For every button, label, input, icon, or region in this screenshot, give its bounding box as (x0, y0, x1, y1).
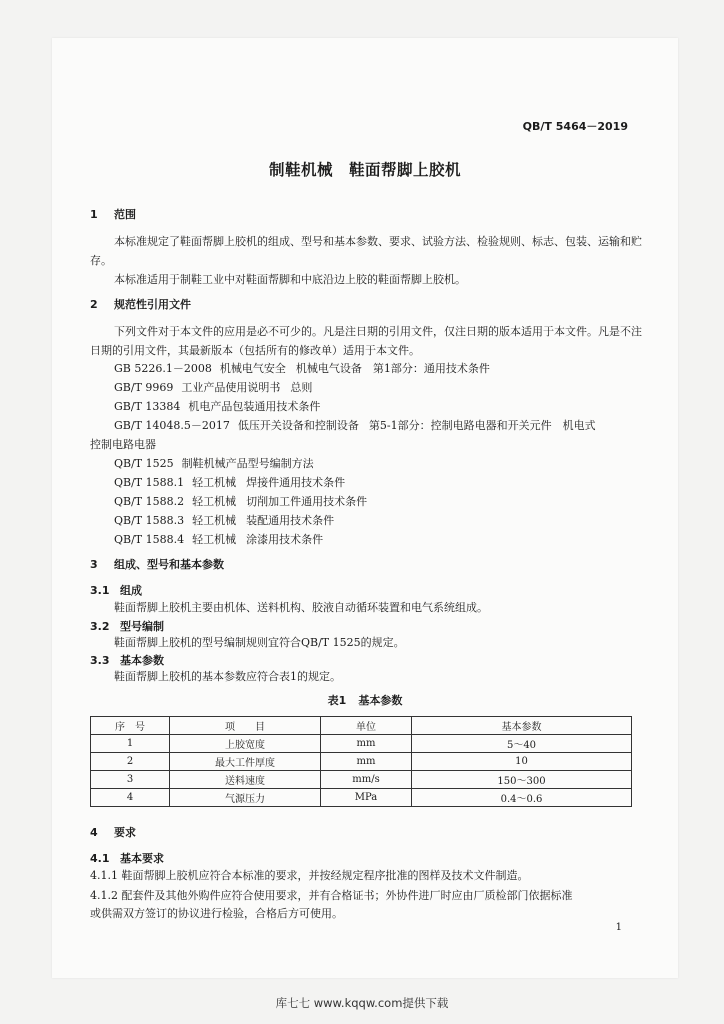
section-1-heading (90, 206, 136, 222)
reference-code: GB/T 9969 (114, 381, 174, 394)
clause-number: 4.1.1 (90, 869, 118, 882)
reference-code: GB 5226.1－2008 (114, 362, 212, 375)
reference-title: 低压开关设备和控制设备 (237, 419, 359, 432)
table-cell: 4 (91, 789, 170, 807)
reference-subtitle: 涂漆用技术条件 (246, 533, 324, 546)
subsection-number: 3.1 (90, 584, 110, 597)
table-cell: MPa (321, 789, 412, 807)
reference-subtitle: 机械电气设备 第1部分：通用技术条件 (295, 362, 490, 375)
table-cell: mm (321, 735, 412, 753)
header-cell-value: 基本参数 (412, 717, 632, 735)
reference-title: 机电产品包装通用技术条件 (188, 400, 321, 413)
subsection-title: 型号编制 (120, 620, 164, 633)
reference-item-wrap: 控制电路电器 (90, 438, 156, 451)
reference-code: QB/T 1588.3 (114, 514, 185, 527)
model-text: 鞋面帮脚上胶机的型号编制规则宜符合QB/T 1525的规定。 (114, 636, 405, 649)
standard-code: QB/T 5464－2019 (522, 120, 628, 133)
table-cell: mm/s (321, 771, 412, 789)
table-cell: 150～300 (412, 771, 632, 789)
reference-subtitle: 装配通用技术条件 (246, 514, 335, 527)
reference-code: GB/T 14048.5－2017 (114, 419, 230, 432)
reference-subtitle: 切削加工件通用技术条件 (246, 495, 368, 508)
reference-subtitle: 总则 (290, 381, 313, 394)
composition-text: 鞋面帮脚上胶机主要由机体、送料机构、胶液自动循环装置和电气系统组成。 (114, 601, 488, 614)
subsection-3-3-heading (90, 652, 164, 668)
subsection-title: 组成 (120, 584, 142, 597)
subsection-3-2-heading (90, 618, 164, 634)
document-title (52, 158, 678, 180)
table-cell: 10 (412, 753, 632, 771)
reference-subtitle: 焊接件通用技术条件 (246, 476, 346, 489)
clause-number: 4.1.2 (90, 889, 118, 902)
header-cell-unit: 单位 (321, 717, 412, 735)
document-page (52, 38, 678, 978)
reference-item (114, 398, 330, 414)
reference-item (114, 417, 596, 433)
section-4-heading (90, 824, 136, 840)
requirement-4-1-2 (90, 886, 642, 905)
scope-paragraph-1: 本标准规定了鞋面帮脚上胶机的组成、型号和基本参数、要求、试验方法、检验规则、标志、包装、运输和贮存。 (90, 235, 642, 267)
reference-item (114, 493, 367, 509)
title-part-2: 鞋面帮脚上胶机 (349, 161, 462, 179)
reference-code: QB/T 1525 (114, 457, 174, 470)
reference-item (114, 379, 312, 395)
table-cell: 2 (91, 753, 170, 771)
title-part-1: 制鞋机械 (268, 161, 333, 179)
subsection-number: 4.1 (90, 852, 110, 865)
subsection-number: 3.2 (90, 620, 110, 633)
header-cell-index: 序 号 (91, 717, 170, 735)
reference-code: QB/T 1588.4 (114, 533, 185, 546)
subsection-title: 基本参数 (120, 654, 164, 667)
section-number: 2 (90, 298, 98, 311)
clause-text-line-1: 配套件及其他外购件应符合使用要求，并有合格证书；外协件进厂时应由厂质检部门依据标准 (121, 889, 573, 902)
reference-title: 轻工机械 (192, 514, 237, 527)
subsection-3-1-heading (90, 582, 142, 598)
section-title: 规范性引用文件 (114, 298, 191, 311)
table-row (91, 735, 632, 753)
reference-code: QB/T 1588.1 (114, 476, 185, 489)
subsection-title: 基本要求 (120, 852, 164, 865)
table-cell: 1 (91, 735, 170, 753)
section-title: 范围 (114, 208, 136, 221)
table-header-row (91, 717, 632, 735)
reference-item (114, 512, 334, 528)
reference-title: 制鞋机械产品型号编制方法 (181, 457, 314, 470)
reference-item (114, 360, 490, 376)
scope-paragraph-2: 本标准适用于制鞋工业中对鞋面帮脚和中底沿边上胶的鞋面帮脚上胶机。 (114, 273, 466, 286)
section-number: 3 (90, 558, 98, 571)
reference-title: 机械电气安全 (219, 362, 286, 375)
reference-title: 轻工机械 (192, 495, 237, 508)
table-cell: 5～40 (412, 735, 632, 753)
section-2-heading (90, 296, 191, 312)
section-3-heading (90, 556, 224, 572)
section-number: 4 (90, 826, 98, 839)
reference-title: 轻工机械 (192, 476, 237, 489)
requirement-4-1-2-continued: 或供需双方签订的协议进行检验，合格后方可使用。 (90, 907, 343, 920)
table-cell: 最大工件厚度 (170, 753, 321, 771)
reference-item (114, 455, 324, 471)
subsection-number: 3.3 (90, 654, 110, 667)
requirement-4-1-1 (90, 866, 642, 885)
reference-subtitle: 第5-1部分：控制电路电器和开关元件 机电式 (368, 419, 596, 432)
download-footer: 库七七 www.kqqw.com提供下载 (275, 996, 449, 1010)
header-cell-item: 项 目 (170, 717, 321, 735)
reference-item (114, 474, 345, 490)
section-title: 要求 (114, 826, 136, 839)
section-number: 1 (90, 208, 98, 221)
reference-title: 轻工机械 (192, 533, 237, 546)
refs-intro-paragraph: 下列文件对于本文件的应用是必不可少的。凡是注日期的引用文件，仅注日期的版本适用于本文件。凡是不注日期的引用文件，其最新版本（包括所有的修改单）适用于本文件。 (90, 325, 642, 357)
reference-title: 工业产品使用说明书 (181, 381, 281, 394)
parameters-table (90, 716, 632, 807)
section-title: 组成、型号和基本参数 (114, 558, 224, 571)
table-cell: 气源压力 (170, 789, 321, 807)
clause-text: 鞋面帮脚上胶机应符合本标准的要求，并按经规定程序批准的图样及技术文件制造。 (121, 869, 529, 882)
parameters-text: 鞋面帮脚上胶机的基本参数应符合表1的规定。 (114, 670, 341, 683)
table-caption-number: 表1 (327, 694, 347, 707)
reference-code: GB/T 13384 (114, 400, 181, 413)
table-row (91, 753, 632, 771)
table-row (91, 771, 632, 789)
table-cell: 0.4～0.6 (412, 789, 632, 807)
subsection-4-1-heading (90, 850, 164, 866)
reference-code: QB/T 1588.2 (114, 495, 185, 508)
table-caption-title: 基本参数 (358, 694, 403, 707)
page-number: 1 (615, 922, 622, 933)
table-cell: 上胶宽度 (170, 735, 321, 753)
table-cell: mm (321, 753, 412, 771)
table-row (91, 789, 632, 807)
table-cell: 3 (91, 771, 170, 789)
reference-item (114, 531, 323, 547)
table-caption (52, 692, 678, 708)
table-cell: 送料速度 (170, 771, 321, 789)
